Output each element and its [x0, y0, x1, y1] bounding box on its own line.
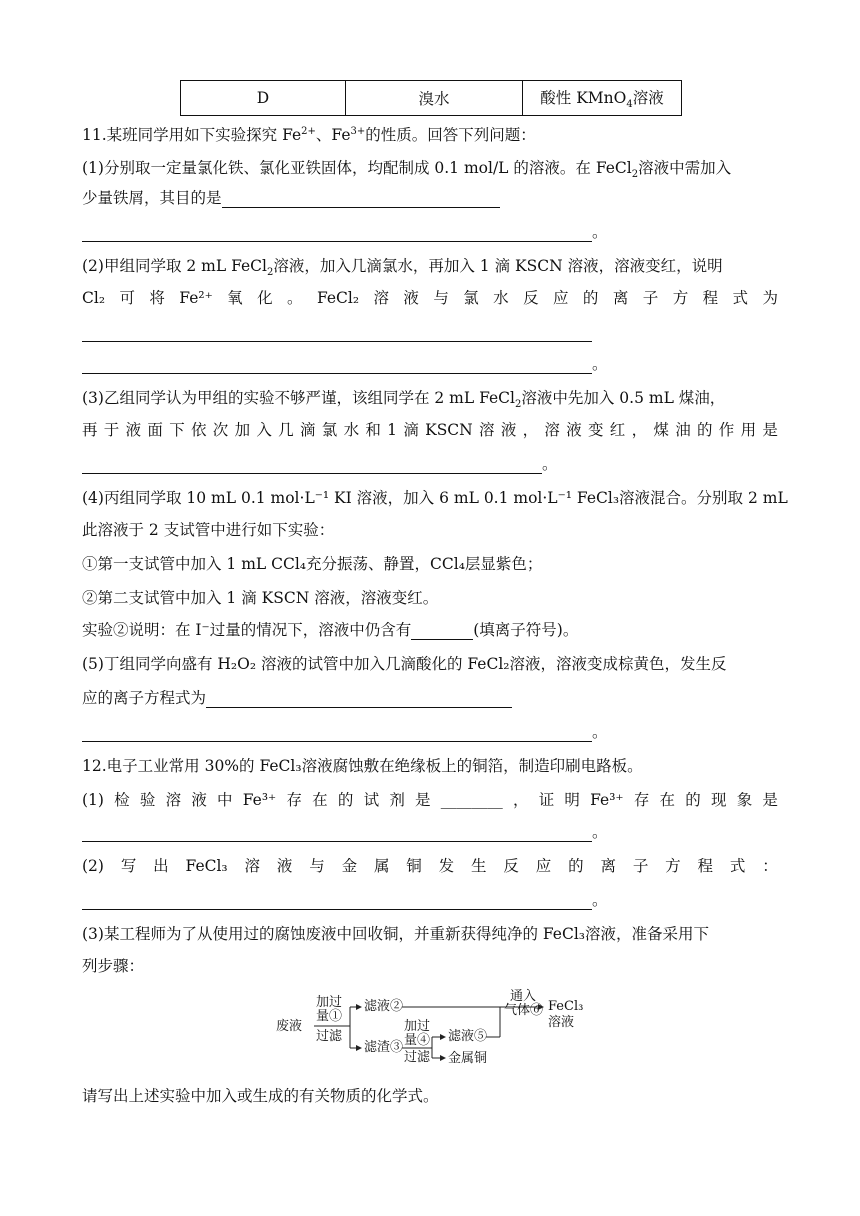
- justified-token: 的: [568, 857, 584, 875]
- justified-token: 应: [553, 289, 569, 307]
- options-table-row: [180, 80, 682, 116]
- filter-label: 过滤: [316, 1029, 343, 1044]
- justified-token: 依: [190, 421, 207, 439]
- justified-token: 溶: [544, 421, 560, 439]
- justified-token: 。: [287, 289, 303, 307]
- justified-token: 液: [276, 857, 293, 875]
- justified-token: 子: [632, 857, 649, 875]
- justified-token: 离: [612, 289, 629, 307]
- q11-p4-line1: (4)丙组同学取 10 mL 0.1 mol·L⁻¹ KI 溶液，加入 6 mL 0.1 mol·L⁻¹ FeCl₃溶液混合。分别取 2 mL: [82, 489, 788, 507]
- fecl3-label: 溶液: [548, 1015, 575, 1030]
- gas6-label: 通入: [510, 989, 537, 1004]
- justified-token: 红: [609, 421, 626, 439]
- justified-token: (1): [82, 791, 104, 809]
- q11-title: 11.某班同学用如下实验探究 $Fe^{2+}$、$Fe^{3+}$的性质。回答下列问题：: [82, 126, 536, 145]
- justified-token: 是: [762, 791, 778, 809]
- justified-token: 应: [535, 857, 552, 875]
- q11-p2-line2: [82, 288, 778, 308]
- justified-token: 存: [286, 791, 302, 809]
- answer-blank[interactable]: [206, 691, 512, 708]
- justified-token: 液: [191, 791, 207, 809]
- gas6-label: 气体⑥: [504, 1003, 544, 1018]
- justified-token: 出: [153, 857, 169, 875]
- justified-token: 程: [702, 289, 719, 307]
- justified-token: 在: [659, 791, 676, 809]
- answer-blank[interactable]: [222, 191, 500, 208]
- justified-token: FeCl₃: [185, 857, 228, 875]
- q11-p2-line3: [82, 322, 592, 342]
- justified-token: 式: [729, 857, 746, 875]
- residue3-label: 滤渣③: [364, 1040, 404, 1055]
- q11-p2-line1: (2)甲组同学取 2 mL FeCl$_2$溶液，加入几滴氯水，再加入 1 滴 KSCN 溶液，溶液变红，说明: [82, 257, 723, 279]
- justified-token: 滴: [403, 421, 419, 439]
- q12-p3-line1: (3)某工程师为了从使用过的腐蚀废液中回收铜，并重新获得纯净的 FeCl₃溶液，准备采用下: [82, 925, 709, 943]
- q11-p3-line2: [82, 420, 778, 440]
- justified-token: 方: [672, 289, 689, 307]
- justified-token: (2): [82, 857, 104, 875]
- answer-blank[interactable]: [82, 325, 592, 342]
- justified-token: 与: [433, 289, 449, 307]
- justified-token: 的: [685, 791, 701, 809]
- justified-token: 将: [149, 289, 165, 307]
- justified-token: 几: [278, 421, 294, 439]
- justified-token: 入: [256, 421, 272, 439]
- justified-token: Fe²⁺: [179, 289, 213, 307]
- filtrate2-label: 滤液②: [364, 999, 404, 1014]
- answer-blank[interactable]: [411, 623, 473, 640]
- q12-p2-line1: [82, 856, 778, 876]
- justified-token: 检: [114, 791, 130, 809]
- justified-token: 证: [538, 791, 555, 809]
- justified-token: 铜: [406, 857, 422, 875]
- justified-token: ________: [440, 791, 503, 809]
- justified-token: 滴: [299, 421, 316, 439]
- justified-token: 式: [732, 289, 749, 307]
- justified-token: 和: [365, 421, 381, 439]
- q11-p1-line2: 少量铁屑，其目的是: [82, 188, 500, 208]
- justified-token: 明: [564, 791, 580, 809]
- justified-token: 用: [740, 421, 757, 439]
- justified-token: 的: [696, 421, 713, 439]
- justified-token: 水: [343, 421, 360, 439]
- justified-token: Fe³⁺: [242, 791, 277, 809]
- justified-token: 剂: [389, 791, 405, 809]
- q12-p2-line2: 。: [82, 890, 608, 910]
- q11-p4-line3: ①第一支试管中加入 1 mL CCl₄充分振荡、静置，CCl₄层显紫色；: [82, 555, 543, 573]
- justified-token: 液: [566, 421, 582, 439]
- justified-token: 1: [387, 421, 398, 439]
- justified-token: 中: [217, 791, 233, 809]
- justified-token: 下: [169, 421, 185, 439]
- justified-token: KSCN: [425, 421, 473, 439]
- justified-token: 溶: [244, 857, 261, 875]
- fecl3-label: FeCl₃: [548, 999, 584, 1014]
- justified-token: ，: [631, 421, 648, 439]
- step1-label: 量①: [316, 1009, 343, 1024]
- q11-p3-line3: 。: [82, 454, 558, 474]
- answer-blank[interactable]: [82, 225, 592, 242]
- answer-blank[interactable]: [82, 825, 592, 842]
- copper-label: 金属铜: [448, 1051, 488, 1066]
- answer-blank[interactable]: [82, 893, 592, 910]
- justified-token: 属: [373, 857, 390, 875]
- justified-token: ，: [522, 421, 539, 439]
- q12-title: 12.电子工业常用 30%的 FeCl₃溶液腐蚀敷在绝缘板上的铜箔，制造印刷电路板。: [82, 757, 643, 775]
- justified-token: 的: [337, 791, 354, 809]
- justified-token: Fe³⁺: [590, 791, 624, 809]
- justified-token: ：: [762, 857, 778, 875]
- filter-label: 过滤: [404, 1050, 431, 1065]
- answer-blank[interactable]: [82, 357, 592, 374]
- justified-token: 氧: [227, 289, 243, 307]
- q11-p1-line1: (1)分别取一定量氯化铁、氯化亚铁固体，均配制成 0.1 mol/L 的溶液。在 FeCl$_2$溶液中需加入: [82, 159, 732, 181]
- justified-token: 是: [762, 421, 778, 439]
- justified-token: 反: [523, 289, 539, 307]
- q11-p1-line3: 。: [82, 222, 608, 242]
- justified-token: 面: [147, 421, 163, 439]
- justified-token: 金: [341, 857, 358, 875]
- justified-token: 子: [642, 289, 659, 307]
- process-flow-diagram: [274, 990, 594, 1070]
- justified-token: 氯: [321, 421, 338, 439]
- justified-token: 试: [363, 791, 380, 809]
- q11-p5-line1: (5)丁组同学向盛有 H₂O₂ 溶液的试管中加入几滴酸化的 FeCl₂溶液，溶液变成棕黄色，发生反: [82, 655, 727, 673]
- justified-token: 程: [697, 857, 714, 875]
- q11-p5-line3: 。: [82, 722, 608, 742]
- justified-token: 液: [500, 421, 517, 439]
- justified-token: 是: [415, 791, 431, 809]
- justified-token: 离: [600, 857, 616, 875]
- justified-token: 作: [718, 421, 735, 439]
- justified-token: 加: [234, 421, 251, 439]
- justified-token: 现: [710, 791, 727, 809]
- answer-blank[interactable]: [82, 725, 592, 742]
- justified-token: 液: [125, 421, 142, 439]
- q12-p1-line1: [82, 790, 778, 810]
- justified-token: 溶: [373, 289, 389, 307]
- justified-token: 方: [665, 857, 681, 875]
- justified-token: ，: [512, 791, 529, 809]
- justified-token: 油: [675, 421, 691, 439]
- justified-token: 生: [471, 857, 487, 875]
- justified-token: 溶: [479, 421, 495, 439]
- answer-blank[interactable]: [82, 457, 542, 474]
- justified-token: 化: [257, 289, 273, 307]
- justified-token: FeCl₂: [316, 289, 360, 307]
- option-label: D: [181, 81, 346, 116]
- justified-token: 的: [582, 289, 599, 307]
- justified-token: 象: [736, 791, 753, 809]
- step4-label: 加过: [404, 1019, 431, 1034]
- justified-token: 存: [633, 791, 650, 809]
- justified-token: 写: [120, 857, 137, 875]
- reagent-2: 酸性 KMnO$_4$溶液: [523, 81, 682, 116]
- justified-token: 变: [588, 421, 604, 439]
- q11-p4-line5: 实验②说明：在 I⁻过量的情况下，溶液中仍含有 (填离子符号)。: [82, 621, 579, 639]
- justified-token: 发: [438, 857, 455, 875]
- justified-token: 溶: [165, 791, 182, 809]
- justified-token: 可: [119, 289, 135, 307]
- filtrate5-label: 滤液⑤: [448, 1029, 488, 1044]
- justified-token: 水: [493, 289, 509, 307]
- justified-token: 与: [309, 857, 325, 875]
- justified-token: 为: [762, 289, 778, 307]
- q11-p2-line4: 。: [82, 354, 608, 374]
- q12-p3-line2: 列步骤：: [82, 957, 145, 975]
- justified-token: 液: [403, 289, 419, 307]
- justified-token: 煤: [653, 421, 669, 439]
- q11-p4-line4: ②第二支试管中加入 1 滴 KSCN 溶液，溶液变红。: [82, 589, 439, 607]
- justified-token: 反: [503, 857, 519, 875]
- reagent-1: 溴水: [346, 81, 523, 116]
- q11-p4-line2: 此溶液于 2 支试管中进行如下实验：: [82, 521, 335, 539]
- justified-token: 验: [139, 791, 156, 809]
- justified-token: 在: [312, 791, 328, 809]
- justified-token: 次: [212, 421, 229, 439]
- justified-token: 再: [82, 421, 98, 439]
- waste-liquid-label: 废液: [276, 1019, 303, 1034]
- q11-p3-line1: (3)乙组同学认为甲组的实验不够严谨，该组同学在 2 mL FeCl$_2$溶液中先加入 0.5 mL 煤油，: [82, 389, 726, 411]
- q12-final-instruction: 请写出上述实验中加入或生成的有关物质的化学式。: [82, 1087, 439, 1105]
- q12-p1-line2: 。: [82, 822, 608, 842]
- step1-label: 加过: [316, 995, 343, 1010]
- justified-token: 氯: [463, 289, 479, 307]
- justified-token: 于: [103, 421, 120, 439]
- q11-p5-line2: 应的离子方程式为: [82, 688, 512, 708]
- justified-token: Cl₂: [82, 289, 106, 307]
- step4-label: 量④: [404, 1033, 431, 1048]
